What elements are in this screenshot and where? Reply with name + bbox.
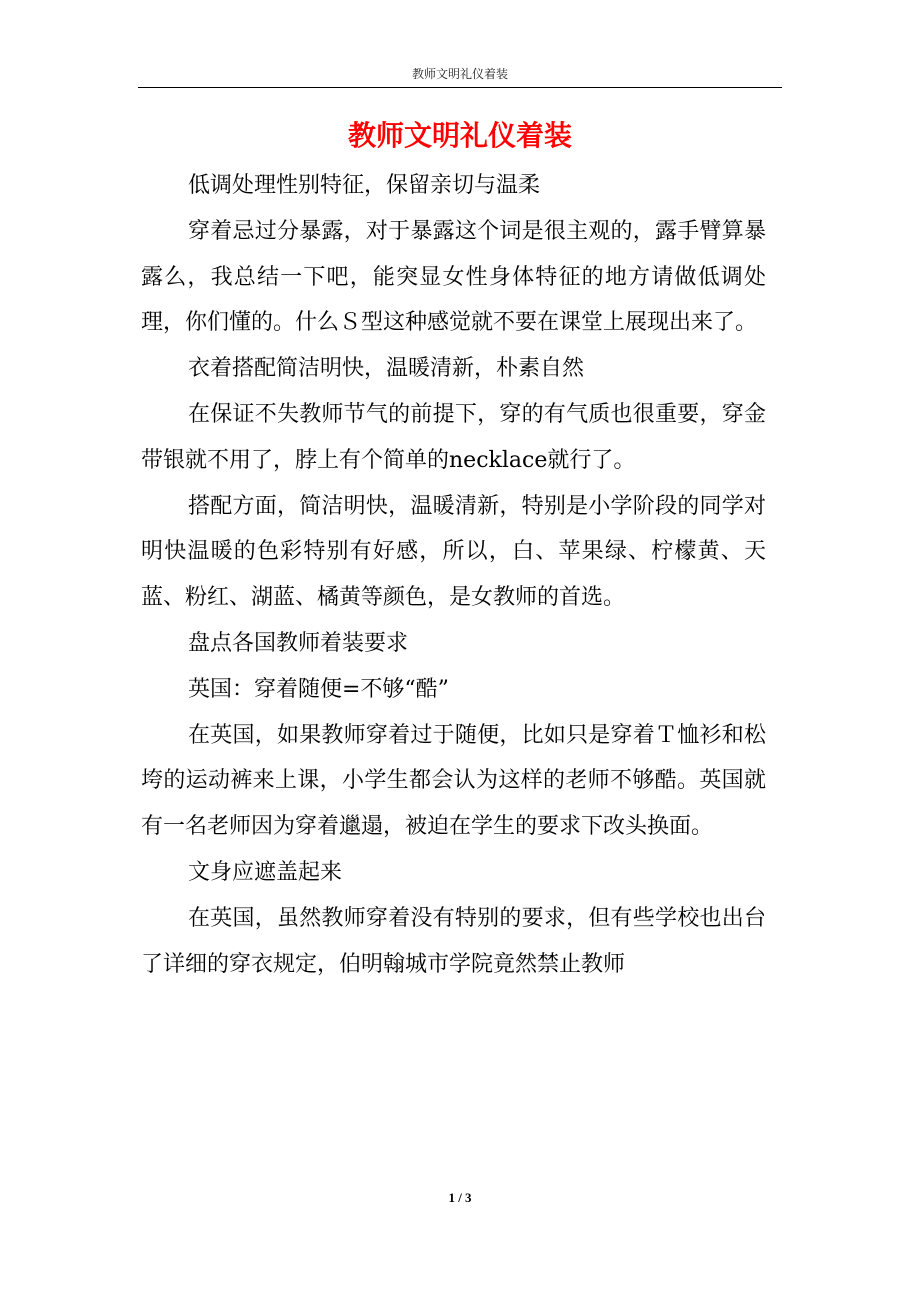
paragraph: 衣着搭配简洁明快，温暖清新，朴素自然: [188, 356, 585, 382]
header-divider: [138, 87, 782, 88]
paragraph: 在英国，虽然教师穿着没有特别的要求，但有些学校也出台了详细的穿衣规定，伯明翰城市学院竟然禁止教师: [141, 905, 766, 977]
paragraph: 搭配方面，简洁明快，温暖清新，特别是小学阶段的同学对明快温暖的色彩特别有好感，所以，白、苹果绿、柠檬黄、天蓝、粉红、湖蓝、橘黄等颜色，是女教师的首选。: [141, 493, 766, 611]
running-header: 教师文明礼仪着装: [411, 67, 508, 81]
paragraph: 低调处理性别特征，保留亲切与温柔: [188, 173, 541, 198]
document-body: [141, 163, 766, 987]
paragraph: 文身应遮盖起来: [188, 859, 343, 885]
paragraph: 英国：穿着随便=不够“酷”: [188, 676, 449, 702]
paragraph: 盘点各国教师着装要求: [188, 630, 409, 656]
paragraph: 在保证不失教师节气的前提下，穿的有气质也很重要，穿金带银就不用了，脖上有个简单的necklace就行了。: [141, 401, 766, 473]
paragraph: 穿着忌过分暴露，对于暴露这个词是很主观的，露手臂算暴露么，我总结一下吧，能突显女性身体特征的地方请做低调处理，你们懂的。什么Ｓ型这种感觉就不要在课堂上展现出来了。: [141, 218, 766, 336]
paragraph: 在英国，如果教师穿着过于随便，比如只是穿着Ｔ恤衫和松垮的运动裤来上课，小学生都会认为这样的老师不够酷。英国就有一名老师因为穿着邋遢，被迫在学生的要求下改头换面。: [141, 722, 766, 840]
document-title: 教师文明礼仪着装: [347, 119, 572, 152]
page-number: 1 / 3: [448, 1190, 472, 1205]
